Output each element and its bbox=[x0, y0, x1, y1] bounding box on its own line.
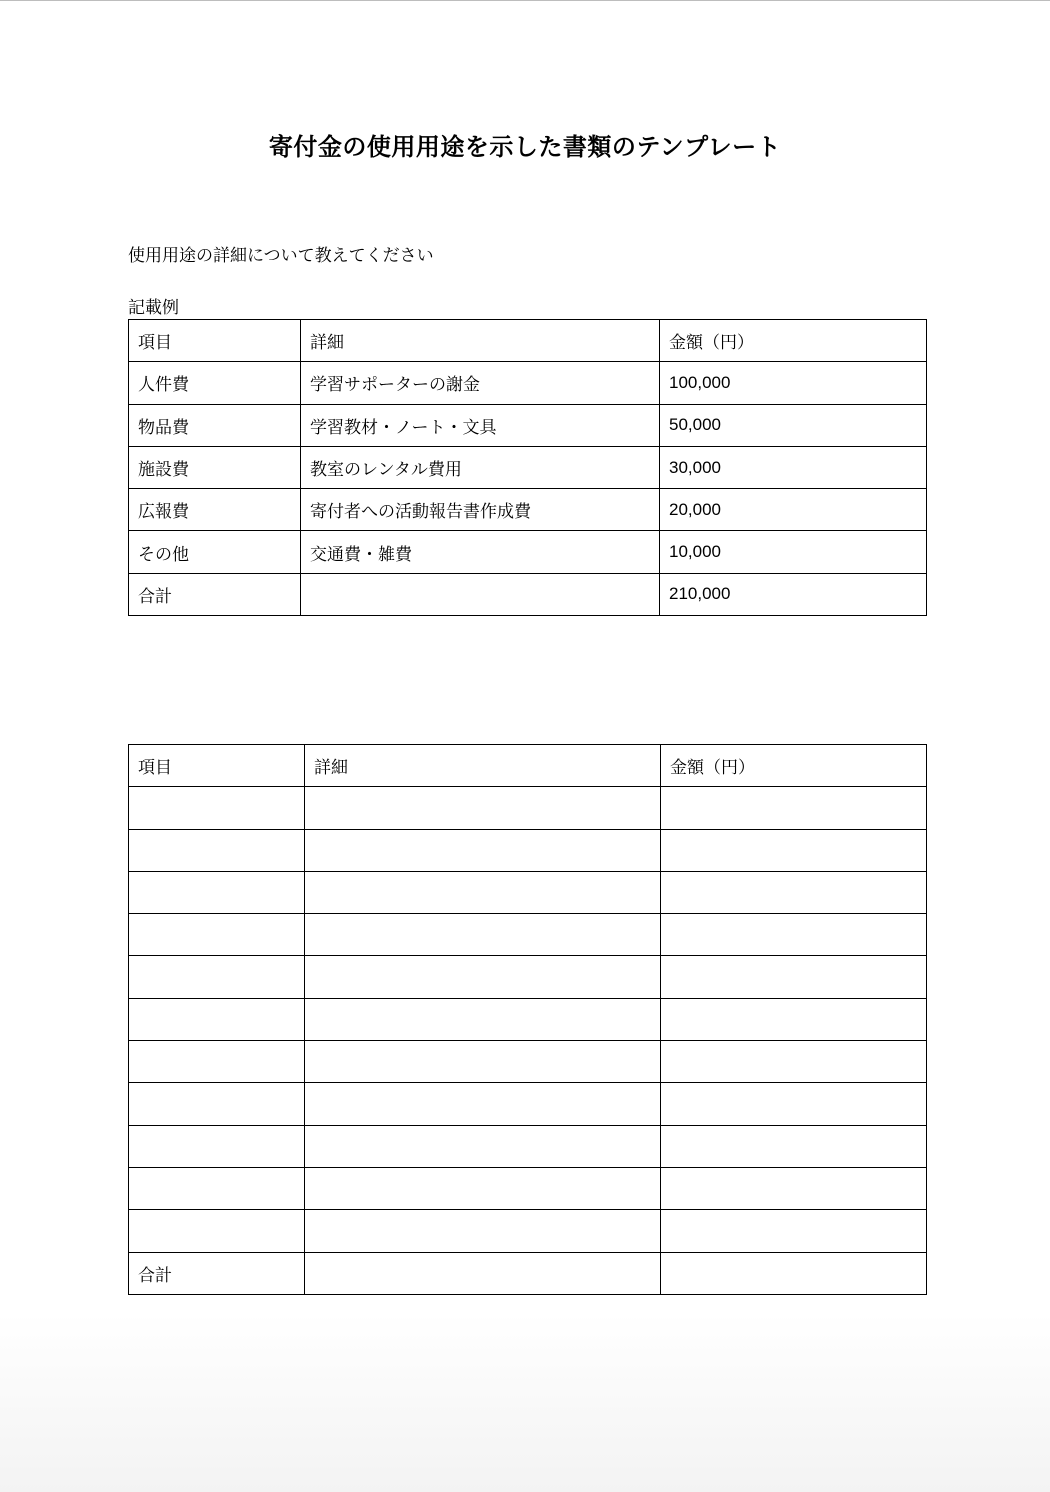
item-cell[interactable] bbox=[129, 1041, 305, 1083]
amount-cell[interactable] bbox=[661, 787, 927, 829]
amount-cell[interactable] bbox=[661, 1210, 927, 1252]
amount-cell: 50,000 bbox=[660, 404, 927, 446]
item-cell[interactable] bbox=[129, 787, 305, 829]
total-detail[interactable] bbox=[305, 1252, 661, 1294]
table-row bbox=[129, 787, 927, 829]
table-row bbox=[129, 1210, 927, 1252]
table-row bbox=[129, 531, 927, 573]
detail-cell[interactable] bbox=[305, 1041, 661, 1083]
item-cell[interactable] bbox=[129, 956, 305, 998]
amount-cell[interactable] bbox=[661, 1041, 927, 1083]
item-cell[interactable] bbox=[129, 1167, 305, 1209]
amount-cell[interactable] bbox=[661, 1083, 927, 1125]
blank-usage-table bbox=[128, 744, 927, 1295]
detail-cell[interactable] bbox=[305, 998, 661, 1040]
amount-cell: 30,000 bbox=[660, 446, 927, 488]
table-row bbox=[129, 1041, 927, 1083]
total-row bbox=[129, 1252, 927, 1294]
amount-cell: 10,000 bbox=[660, 531, 927, 573]
item-cell: 施設費 bbox=[129, 446, 301, 488]
header-amount: 金額（円） bbox=[661, 745, 927, 787]
item-cell: その他 bbox=[129, 531, 301, 573]
table-header-row bbox=[129, 745, 927, 787]
amount-cell[interactable] bbox=[661, 914, 927, 956]
table-row bbox=[129, 829, 927, 871]
detail-cell[interactable] bbox=[305, 787, 661, 829]
table-row bbox=[129, 914, 927, 956]
item-cell[interactable] bbox=[129, 1125, 305, 1167]
amount-cell[interactable] bbox=[661, 1125, 927, 1167]
table-row bbox=[129, 1083, 927, 1125]
total-label: 合計 bbox=[129, 1252, 305, 1294]
detail-cell: 寄付者への活動報告書作成費 bbox=[301, 489, 660, 531]
item-cell: 広報費 bbox=[129, 489, 301, 531]
total-amount[interactable] bbox=[661, 1252, 927, 1294]
detail-cell[interactable] bbox=[305, 829, 661, 871]
item-cell[interactable] bbox=[129, 871, 305, 913]
header-amount: 金額（円） bbox=[660, 320, 927, 362]
header-item: 項目 bbox=[129, 745, 305, 787]
item-cell: 人件費 bbox=[129, 362, 301, 404]
detail-cell: 学習サポーターの謝金 bbox=[301, 362, 660, 404]
table-row bbox=[129, 404, 927, 446]
table-row bbox=[129, 998, 927, 1040]
amount-cell[interactable] bbox=[661, 998, 927, 1040]
item-cell[interactable] bbox=[129, 914, 305, 956]
detail-cell[interactable] bbox=[305, 871, 661, 913]
total-amount: 210,000 bbox=[660, 573, 927, 615]
table-row bbox=[129, 1125, 927, 1167]
document-title: 寄付金の使用用途を示した書類のテンプレート bbox=[268, 133, 782, 161]
header-item: 項目 bbox=[129, 320, 301, 362]
document-subtitle: 使用用途の詳細について教えてください bbox=[128, 246, 434, 266]
detail-cell[interactable] bbox=[305, 1083, 661, 1125]
detail-cell[interactable] bbox=[305, 1210, 661, 1252]
item-cell[interactable] bbox=[129, 998, 305, 1040]
amount-cell[interactable] bbox=[661, 1167, 927, 1209]
detail-cell: 交通費・雑費 bbox=[301, 531, 660, 573]
item-cell[interactable] bbox=[129, 1083, 305, 1125]
detail-cell: 教室のレンタル費用 bbox=[301, 446, 660, 488]
item-cell: 物品費 bbox=[129, 404, 301, 446]
total-row bbox=[129, 573, 927, 615]
table-header-row bbox=[129, 320, 927, 362]
amount-cell[interactable] bbox=[661, 871, 927, 913]
example-usage-table bbox=[128, 319, 927, 616]
total-label: 合計 bbox=[129, 573, 301, 615]
table-row bbox=[129, 489, 927, 531]
amount-cell: 100,000 bbox=[660, 362, 927, 404]
table-row bbox=[129, 362, 927, 404]
header-detail: 詳細 bbox=[305, 745, 661, 787]
amount-cell: 20,000 bbox=[660, 489, 927, 531]
item-cell[interactable] bbox=[129, 829, 305, 871]
amount-cell[interactable] bbox=[661, 829, 927, 871]
table-row bbox=[129, 956, 927, 998]
detail-cell[interactable] bbox=[305, 956, 661, 998]
detail-cell[interactable] bbox=[305, 1167, 661, 1209]
item-cell[interactable] bbox=[129, 1210, 305, 1252]
total-detail bbox=[301, 573, 660, 615]
amount-cell[interactable] bbox=[661, 956, 927, 998]
table-row bbox=[129, 446, 927, 488]
table-row bbox=[129, 1167, 927, 1209]
detail-cell[interactable] bbox=[305, 1125, 661, 1167]
header-detail: 詳細 bbox=[301, 320, 660, 362]
table-row bbox=[129, 871, 927, 913]
detail-cell: 学習教材・ノート・文具 bbox=[301, 404, 660, 446]
detail-cell[interactable] bbox=[305, 914, 661, 956]
example-label: 記載例 bbox=[128, 298, 179, 318]
